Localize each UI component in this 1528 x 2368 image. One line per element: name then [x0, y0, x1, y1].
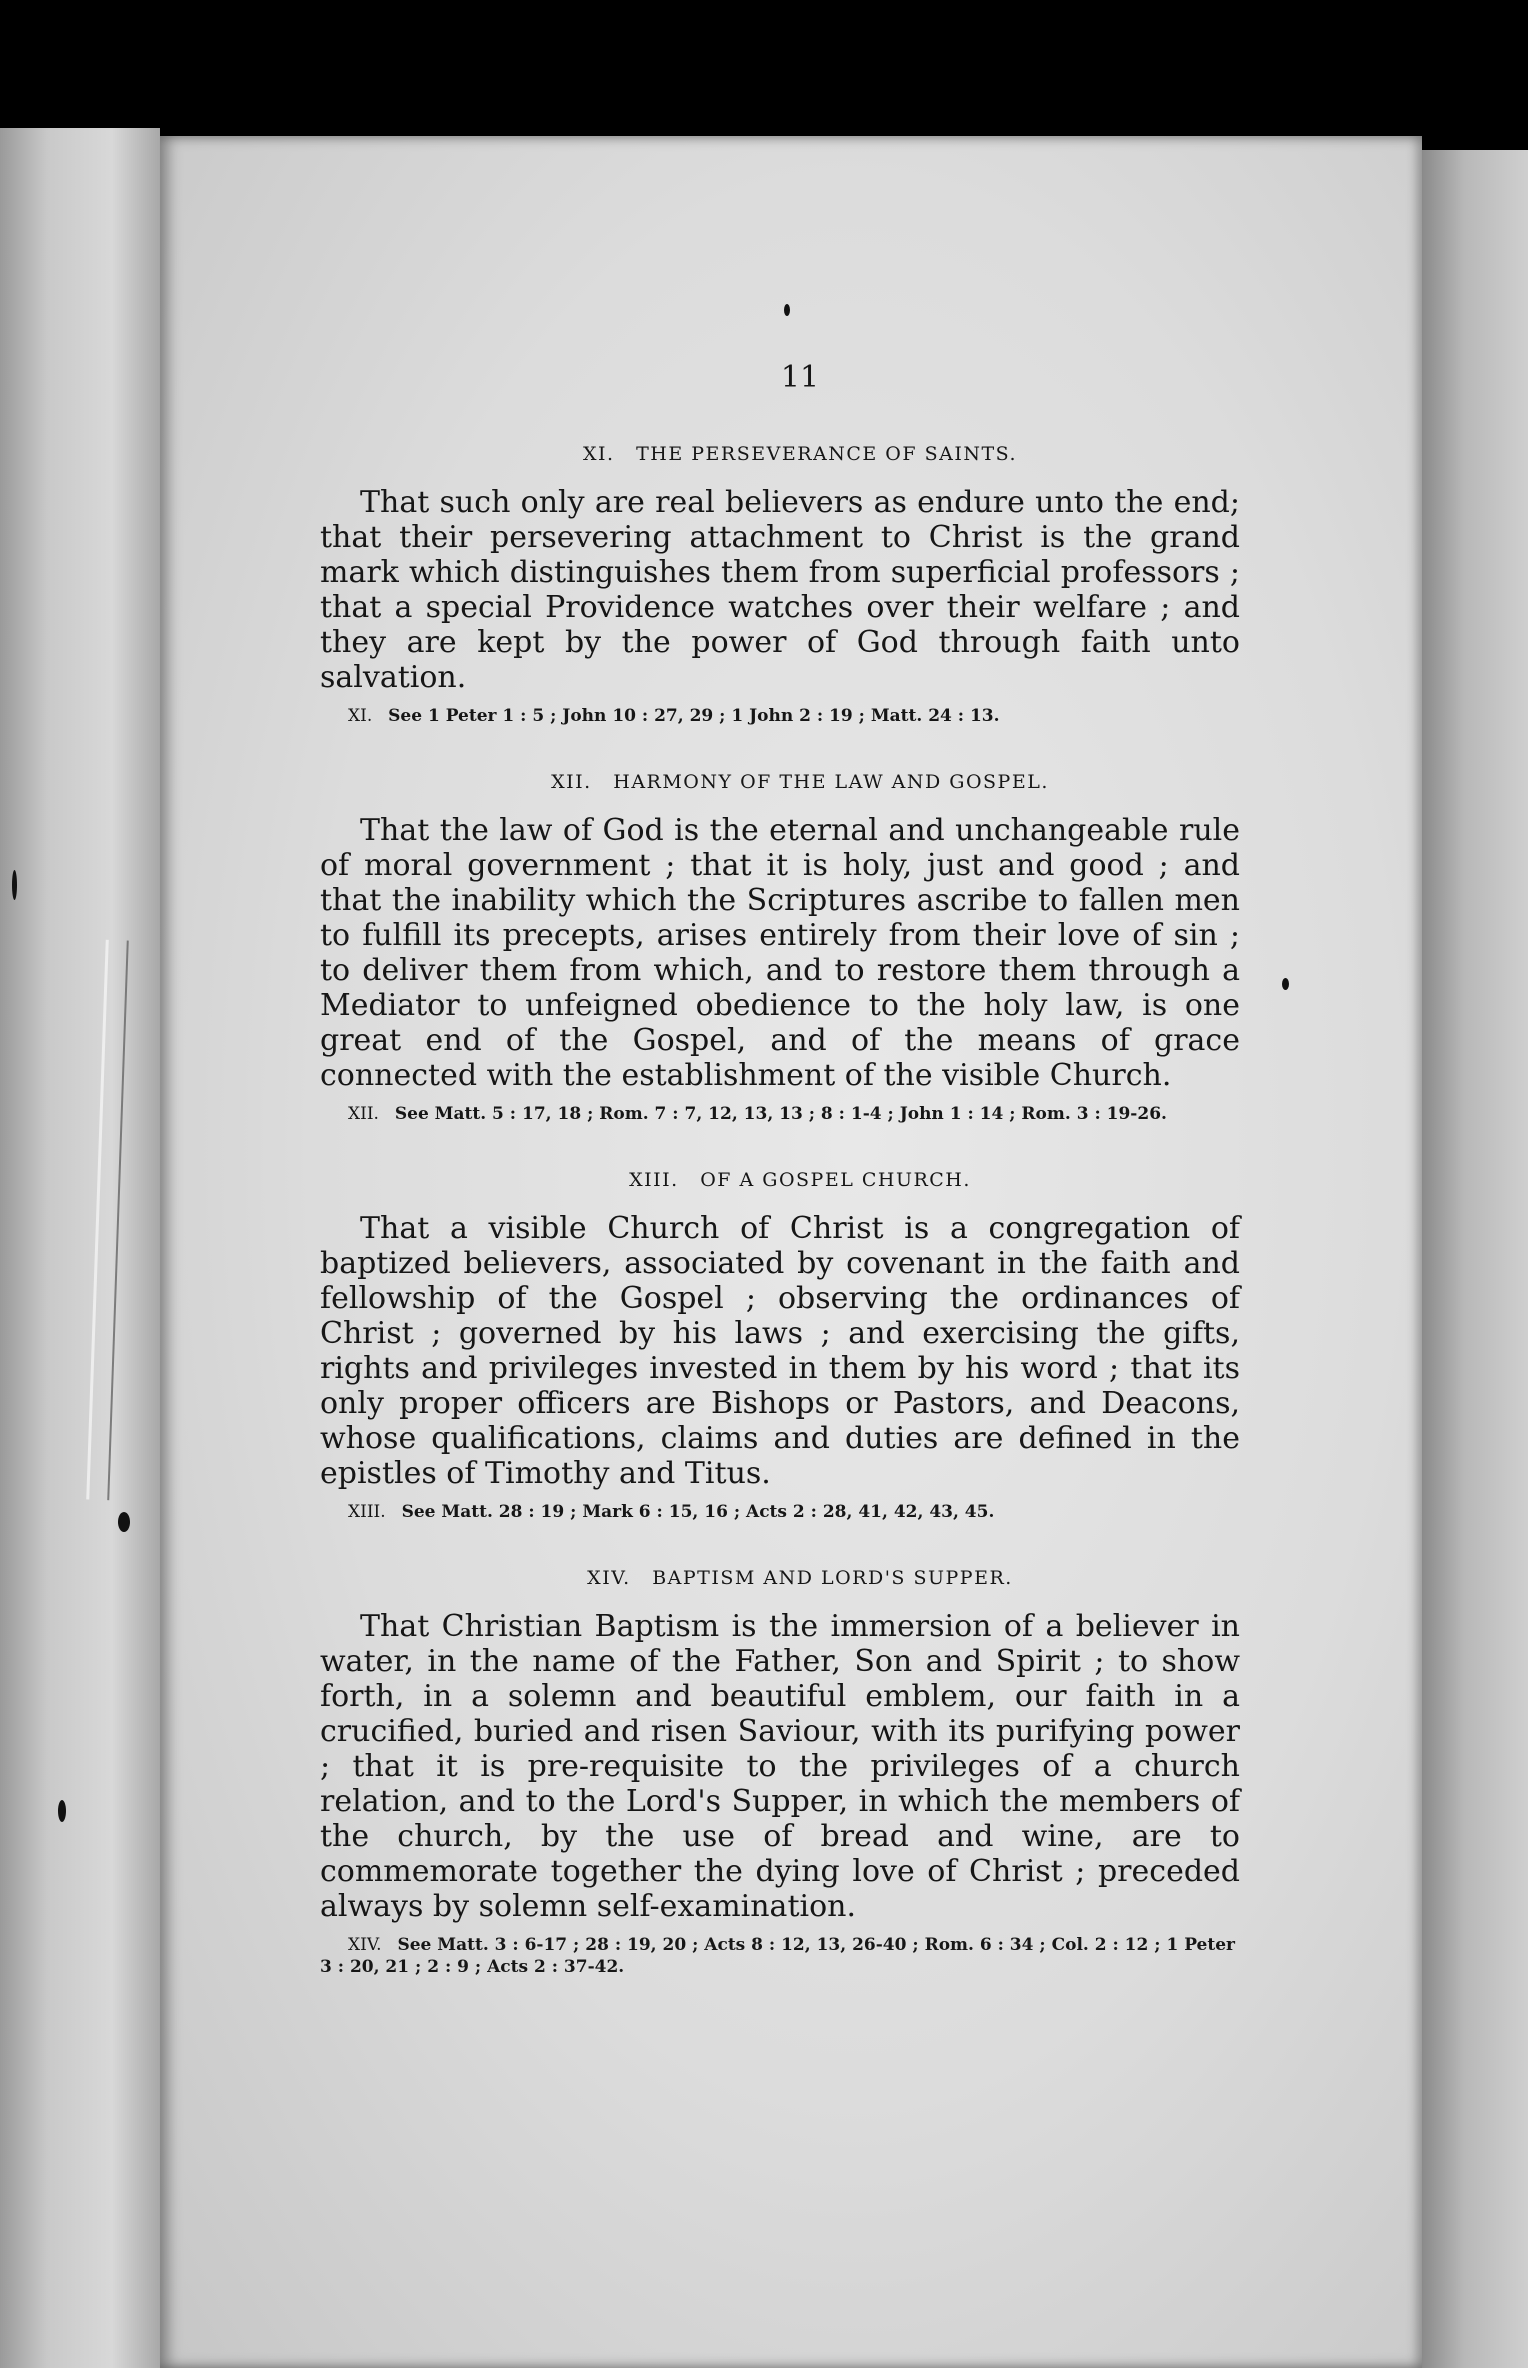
section-heading	[320, 1169, 1240, 1191]
reference-list: See Matt. 28 : 19 ; Mark 6 : 15, 16 ; Acts 2 : 28, 41, 42, 43, 45.	[401, 1502, 995, 1522]
reference-numeral: XII.	[348, 1104, 379, 1124]
scan-speck	[1282, 978, 1289, 990]
reference-numeral: XI.	[348, 706, 373, 726]
section-numeral: XIII.	[629, 1169, 679, 1191]
reference-list: See Matt. 3 : 6-17 ; 28 : 19, 20 ; Acts 8 : 12, 13, 26-40 ; Rom. 6 : 34 ; Col. 2 : 12 ; 1 Peter 3 : 20, 21 ; 2 : 9 ; Acts 2 : 37-42.	[320, 1935, 1235, 1977]
facing-page-edge	[0, 128, 160, 2368]
scan-speck	[784, 304, 790, 316]
binding-edge	[1422, 150, 1528, 2368]
section-title: BAPTISM AND LORD'S SUPPER.	[652, 1567, 1013, 1589]
section-title: OF A GOSPEL CHURCH.	[700, 1169, 971, 1191]
section-numeral: XIV.	[587, 1567, 631, 1589]
section-title: HARMONY OF THE LAW AND GOSPEL.	[613, 771, 1049, 793]
article-section	[320, 443, 1240, 727]
reference-numeral: XIII.	[348, 1502, 386, 1522]
scan-speck	[118, 1512, 130, 1532]
section-body: That such only are real believers as endure unto the end; that their persevering attachment to Christ is the grand mark which distinguishes them from superficial professors ; that a special Providence watches over their welfare ; and they are kept by the power of God through faith unto salvation.	[320, 485, 1240, 695]
article-section	[320, 1169, 1240, 1523]
page-number: 11	[780, 360, 820, 395]
article-section	[320, 771, 1240, 1125]
section-body: That a visible Church of Christ is a congregation of baptized believers, associated by covenant in the faith and fellowship of the Gospel ; observing the ordinances of Christ ; governed by his laws ; and exercising the gifts, rights and privileges invested in them by his word ; that its only proper officers are Bishops or Pastors, and Deacons, whose qualifications, claims and duties are defined in the epistles of Timothy and Titus.	[320, 1211, 1240, 1491]
scripture-references	[320, 1103, 1240, 1125]
section-numeral: XI.	[582, 443, 615, 465]
reference-numeral: XIV.	[348, 1935, 382, 1955]
scan-speck	[12, 870, 17, 900]
section-body: That Christian Baptism is the immersion of a believer in water, in the name of the Father, Son and Spirit ; to show forth, in a solemn and beautiful emblem, our faith in a crucified, buried and risen Saviour, with its purifying power ; that it is pre-requisite to the privileges of a church relation, and to the Lord's Supper, in which the members of the church, by the use of bread and wine, are to commemorate together the dying love of Christ ; preceded always by solemn self-examination.	[320, 1609, 1240, 1924]
scan-speck	[58, 1800, 66, 1822]
reference-list: See 1 Peter 1 : 5 ; John 10 : 27, 29 ; 1 John 2 : 19 ; Matt. 24 : 13.	[388, 706, 1000, 726]
page-content	[320, 360, 1240, 2022]
section-heading	[320, 771, 1240, 793]
section-title: THE PERSEVERANCE OF SAINTS.	[636, 443, 1018, 465]
section-heading	[320, 443, 1240, 465]
article-section	[320, 1567, 1240, 1978]
section-heading	[320, 1567, 1240, 1589]
section-body: That the law of God is the eternal and unchangeable rule of moral government ; that it is holy, just and good ; and that the inability which the Scriptures ascribe to fallen men to fulfill its precepts, arises entirely from their love of sin ; to deliver them from which, and to restore them through a Mediator to unfeigned obedience to the holy law, is one great end of the Gospel, and of the means of grace connected with the establishment of the visible Church.	[320, 813, 1240, 1093]
reference-list: See Matt. 5 : 17, 18 ; Rom. 7 : 7, 12, 13, 13 ; 8 : 1-4 ; John 1 : 14 ; Rom. 3 : 19-26.	[394, 1104, 1167, 1124]
scripture-references	[320, 1501, 1240, 1523]
scripture-references	[320, 1934, 1240, 1978]
scripture-references	[320, 705, 1240, 727]
section-numeral: XII.	[551, 771, 592, 793]
